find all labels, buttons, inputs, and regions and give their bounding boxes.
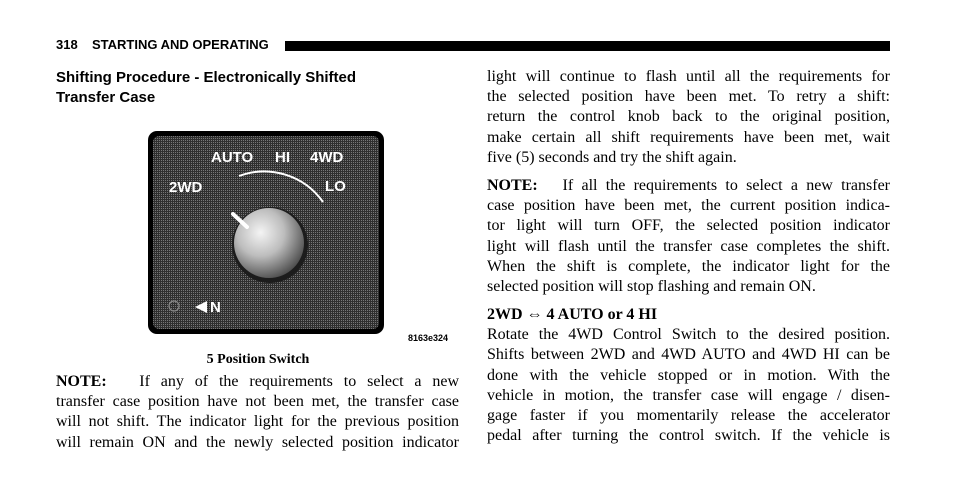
figure-code: 8163e324 — [408, 333, 449, 343]
section-title: STARTING AND OPERATING — [92, 37, 269, 52]
note-label: NOTE: — [487, 176, 538, 194]
text-line: make certain all shift requirements have been met, wait — [487, 128, 890, 146]
text-line: Shifts between 2WD and 4WD AUTO and 4WD HI can be — [487, 346, 890, 364]
text-line: gage faster if you momentarily release the accelerator — [487, 407, 890, 424]
text-line: When the shift is complete, the indicator light for the — [487, 257, 890, 275]
page-number: 318 — [56, 37, 78, 52]
text-line: will not shift. The indicator light for the previous position — [56, 413, 459, 431]
text-line: NOTE: If any of the requirements to select a new — [56, 373, 460, 390]
label-n: N — [210, 299, 221, 316]
subheading: 2WD ⇔ 4 AUTO or 4 HI — [487, 306, 658, 324]
heading-line-1: Shifting Procedure - Electronically Shifted — [56, 69, 357, 86]
text-line: tor light will turn OFF, the selected position indicator — [487, 217, 890, 235]
text-line: pedal after turning the control switch. If the vehicle is — [487, 427, 890, 445]
header-rule — [285, 41, 890, 51]
text-line: five (5) seconds and try the shift again. — [487, 148, 737, 166]
label-hi: HI — [275, 149, 290, 166]
text-line: return the control knob back to the original position, — [487, 108, 890, 126]
text-line: Rotate the 4WD Control Switch to the desired position. — [487, 326, 890, 344]
figure-caption: 5 Position Switch — [206, 352, 310, 367]
text-line: case position have been met, the current position indica- — [487, 197, 890, 215]
left-column-text — [56, 372, 459, 453]
transfer-case-switch-figure — [147, 130, 385, 335]
control-knob — [234, 208, 304, 278]
label-4wd: 4WD — [310, 149, 344, 166]
right-column-text — [487, 67, 890, 446]
section-heading — [56, 68, 436, 108]
text-line: transfer case position have not been met, the transfer case — [56, 393, 459, 411]
text-line: done with the vehicle stopped or in motion. With the — [487, 366, 890, 384]
text-line: vehicle in motion, the transfer case will engage / disen- — [487, 386, 890, 404]
text-line: will remain ON and the newly selected position indicator — [56, 433, 459, 451]
note-label: NOTE: — [56, 373, 107, 390]
text-line: light will continue to flash until all the requirements for — [487, 68, 890, 85]
label-2wd: 2WD — [169, 179, 203, 196]
label-auto: AUTO — [211, 149, 254, 166]
text-line: the selected position have been met. To retry a shift: — [487, 88, 890, 106]
text-line: light will flash until the transfer case completes the shift. — [487, 237, 890, 255]
label-lo: LO — [325, 178, 346, 195]
text-line: selected position will stop flashing and remain ON. — [487, 277, 816, 295]
heading-line-2: Transfer Case — [56, 89, 156, 106]
text-line: NOTE: If all the requirements to select a new transfer — [487, 176, 891, 194]
